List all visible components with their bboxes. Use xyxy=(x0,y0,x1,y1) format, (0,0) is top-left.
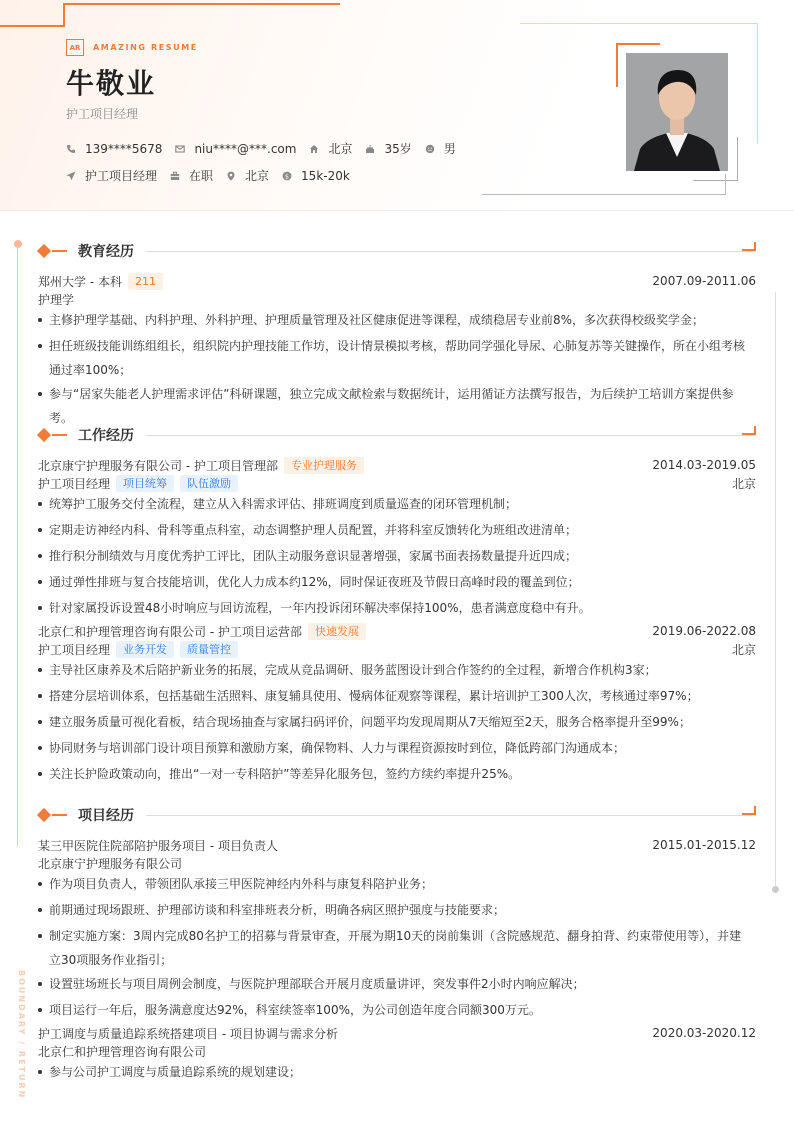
header-accent-line xyxy=(63,3,65,27)
send-icon xyxy=(66,171,76,181)
brand-text: AMAZING RESUME xyxy=(93,43,198,52)
job-bullet: 关注长护险政策动向，推出“一对一专科陪护”等差异化服务包，签约方续约率提升25%。 xyxy=(38,762,752,786)
timeline-line xyxy=(17,246,18,846)
job-role-row xyxy=(38,474,756,492)
project-name: 护工调度与质量追踪系统搭建项目 - 项目协调与需求分析 xyxy=(38,1026,338,1041)
job-bullet: 搭建分层培训体系，包括基础生活照料、康复辅具使用、慢病体征观察等课程，累计培训护工300人次，考核通过率97%； xyxy=(38,684,752,708)
header-frame-line xyxy=(725,174,726,195)
job-bullet: 主导社区康养及术后陪护新业务的拓展，完成从竞品调研、服务蓝图设计到合作签约的全过程，新增合作机构3家； xyxy=(38,658,752,682)
svg-text:$: $ xyxy=(284,171,290,180)
salary-item xyxy=(282,169,350,183)
role-tag: 队伍激励 xyxy=(180,475,238,492)
age-item xyxy=(365,140,411,157)
role-tag: 质量管控 xyxy=(180,641,238,658)
education-date: 2007.09-2011.06 xyxy=(652,274,756,288)
company-tag: 专业护理服务 xyxy=(284,457,364,474)
project-bullet: 前期通过现场跟班、护理部访谈和科室排班表分析，明确各病区照护强度与技能要求； xyxy=(38,898,752,922)
education-section-header xyxy=(37,241,756,261)
header-accent-line xyxy=(0,25,65,27)
job-role-row xyxy=(38,640,756,658)
target-city-text: 北京 xyxy=(245,169,270,183)
hometown-text: 北京 xyxy=(328,142,353,156)
role-tag: 项目统筹 xyxy=(116,475,174,492)
work-section-header xyxy=(37,425,756,445)
job-bullet: 推行积分制绩效与月度优秀护工评比，团队主动服务意识显著增强，家属书面表扬数量提升近四成； xyxy=(38,544,752,568)
job-city: 北京 xyxy=(731,642,756,657)
project-name-row xyxy=(38,1024,756,1042)
job-bullet: 通过弹性排班与复合技能培训，优化人力成本约12%，同时保证夜班及节假日高峰时段的覆盖到位； xyxy=(38,570,752,594)
job-company: 北京仁和护理管理咨询有限公司 - 护工项目运营部 xyxy=(38,624,302,639)
job-date: 2014.03-2019.05 xyxy=(652,458,756,472)
project-date: 2015.01-2015.12 xyxy=(652,838,756,852)
education-row xyxy=(38,272,756,290)
target-role-text: 护工项目经理 xyxy=(85,169,158,183)
job-bullet: 建立服务质量可视化看板，结合现场抽查与家属扫码评价，问题平均发现周期从7天缩短至2天，服务合格率提升至99%； xyxy=(38,710,752,734)
job-intent-row xyxy=(66,167,363,184)
role-tag: 业务开发 xyxy=(116,641,174,658)
job-bullet: 针对家属投诉设置48小时响应与回访流程，一年内投诉闭环解决率保持100%，患者满意度稳中有升。 xyxy=(38,596,752,620)
education-bullet: 参与“居家失能老人护理需求评估”科研课题，独立完成文献检索与数据统计，运用循证方法撰写报告，为后续护工培训方案提供参考。 xyxy=(38,382,752,430)
header-frame-line xyxy=(520,23,758,24)
project-date: 2020.03-2020.12 xyxy=(652,1026,756,1040)
header-frame-line xyxy=(757,23,758,143)
candidate-name: 牛敬业 xyxy=(66,67,157,100)
salary-text: 15k-20k xyxy=(301,168,350,183)
status-item xyxy=(170,167,213,184)
education-bullet: 主修护理学基础、内科护理、外科护理、护理质量管理及社区健康促进等课程，成绩稳居专业前8%，多次获得校级奖学金； xyxy=(38,308,752,332)
job-role: 护工项目经理 xyxy=(38,642,111,657)
money-icon xyxy=(282,171,292,181)
timeline-dot xyxy=(14,240,22,248)
section-diamond-icon xyxy=(37,244,51,258)
side-watermark-text: BOUNDARY / RETURN xyxy=(17,970,26,1100)
location-icon xyxy=(226,171,236,181)
hometown-item xyxy=(309,140,352,157)
resume-header xyxy=(0,0,794,211)
candidate-title: 护工项目经理 xyxy=(66,107,139,121)
right-frame-line xyxy=(775,292,776,886)
brand xyxy=(66,39,198,56)
phone-icon xyxy=(66,144,76,154)
section-divider xyxy=(146,815,756,816)
cake-icon xyxy=(365,144,375,154)
education-major: 护理学 xyxy=(38,292,75,307)
project-bullet: 作为项目负责人，带领团队承接三甲医院神经内外科与康复科陪护业务； xyxy=(38,872,752,896)
project-bullet: 项目运行一年后，服务满意度达92%，科室续签率100%，为公司创造年度合同额300万元。 xyxy=(38,998,752,1022)
home-icon xyxy=(309,144,319,154)
email-text: niu****@***.com xyxy=(194,141,297,156)
contact-info-row xyxy=(66,140,469,157)
project-org-row xyxy=(38,1042,756,1060)
project-org: 北京康宁护理服务有限公司 xyxy=(38,856,183,871)
age-text: 35岁 xyxy=(384,142,412,156)
section-divider xyxy=(146,435,756,436)
brand-logo: AR xyxy=(66,39,84,56)
job-company-row xyxy=(38,456,756,474)
gender-icon xyxy=(425,144,435,154)
section-diamond-icon xyxy=(37,808,51,822)
job-role: 护工项目经理 xyxy=(38,476,111,491)
section-corner-mark xyxy=(742,426,756,435)
school-badge: 211 xyxy=(128,273,163,290)
header-accent-line xyxy=(64,3,340,5)
header-frame-line xyxy=(482,194,726,195)
target-role-item xyxy=(66,167,157,184)
job-bullet: 定期走访神经内科、骨科等重点科室，动态调整护理人员配置，并将科室反馈转化为班组改进清单； xyxy=(38,518,752,542)
section-title: 项目经历 xyxy=(78,808,134,824)
project-name-row xyxy=(38,836,756,854)
project-section-header xyxy=(37,805,756,825)
briefcase-icon xyxy=(170,171,180,181)
phone-text: 139****5678 xyxy=(85,141,163,156)
section-corner-mark xyxy=(742,242,756,251)
section-corner-mark xyxy=(742,806,756,815)
project-org: 北京仁和护理管理咨询有限公司 xyxy=(38,1044,207,1059)
section-diamond-icon xyxy=(37,428,51,442)
section-title: 工作经历 xyxy=(78,428,134,444)
section-title: 教育经历 xyxy=(78,244,134,260)
job-city: 北京 xyxy=(731,476,756,491)
education-major-row xyxy=(38,290,756,308)
gender-text: 男 xyxy=(443,142,456,156)
gender-item xyxy=(425,140,456,157)
job-company-row xyxy=(38,622,756,640)
job-date: 2019.06-2022.08 xyxy=(652,624,756,638)
mail-icon xyxy=(175,144,185,154)
target-city-item xyxy=(226,167,269,184)
project-name: 某三甲医院住院部陪护服务项目 - 项目负责人 xyxy=(38,838,278,853)
education-bullet: 担任班级技能训练组组长，组织院内护理技能工作坊，设计情景模拟考核，帮助同学强化导尿、心肺复苏等关键操作，所在小组考核通过率100%； xyxy=(38,334,752,382)
company-tag: 快速发展 xyxy=(308,623,366,640)
project-org-row xyxy=(38,854,756,872)
project-bullet: 设置驻场班长与项目周例会制度，与医院护理部联合开展月度质量讲评，突发事件2小时内响应解决； xyxy=(38,972,752,996)
photo-frame-corner xyxy=(693,137,738,181)
project-bullet: 参与公司护工调度与质量追踪系统的规划建设； xyxy=(38,1060,752,1084)
email-item xyxy=(175,142,296,156)
right-frame-dot xyxy=(772,886,779,893)
job-bullet: 统筹护工服务交付全流程，建立从入科需求评估、排班调度到质量巡查的闭环管理机制； xyxy=(38,492,752,516)
project-bullet: 制定实施方案：3周内完成80名护工的招募与背景审查，开展为期10天的岗前集训（含院感规范、翻身拍背、约束带使用等），并建立30项服务作业指引； xyxy=(38,924,752,972)
section-divider xyxy=(146,251,756,252)
school-name: 郑州大学 - 本科 xyxy=(38,274,122,289)
status-text: 在职 xyxy=(189,169,214,183)
job-company: 北京康宁护理服务有限公司 - 护工项目管理部 xyxy=(38,458,278,473)
job-bullet: 协同财务与培训部门设计项目预算和激励方案，确保物料、人力与课程资源按时到位，降低跨部门沟通成本； xyxy=(38,736,752,760)
phone-item xyxy=(66,142,162,156)
